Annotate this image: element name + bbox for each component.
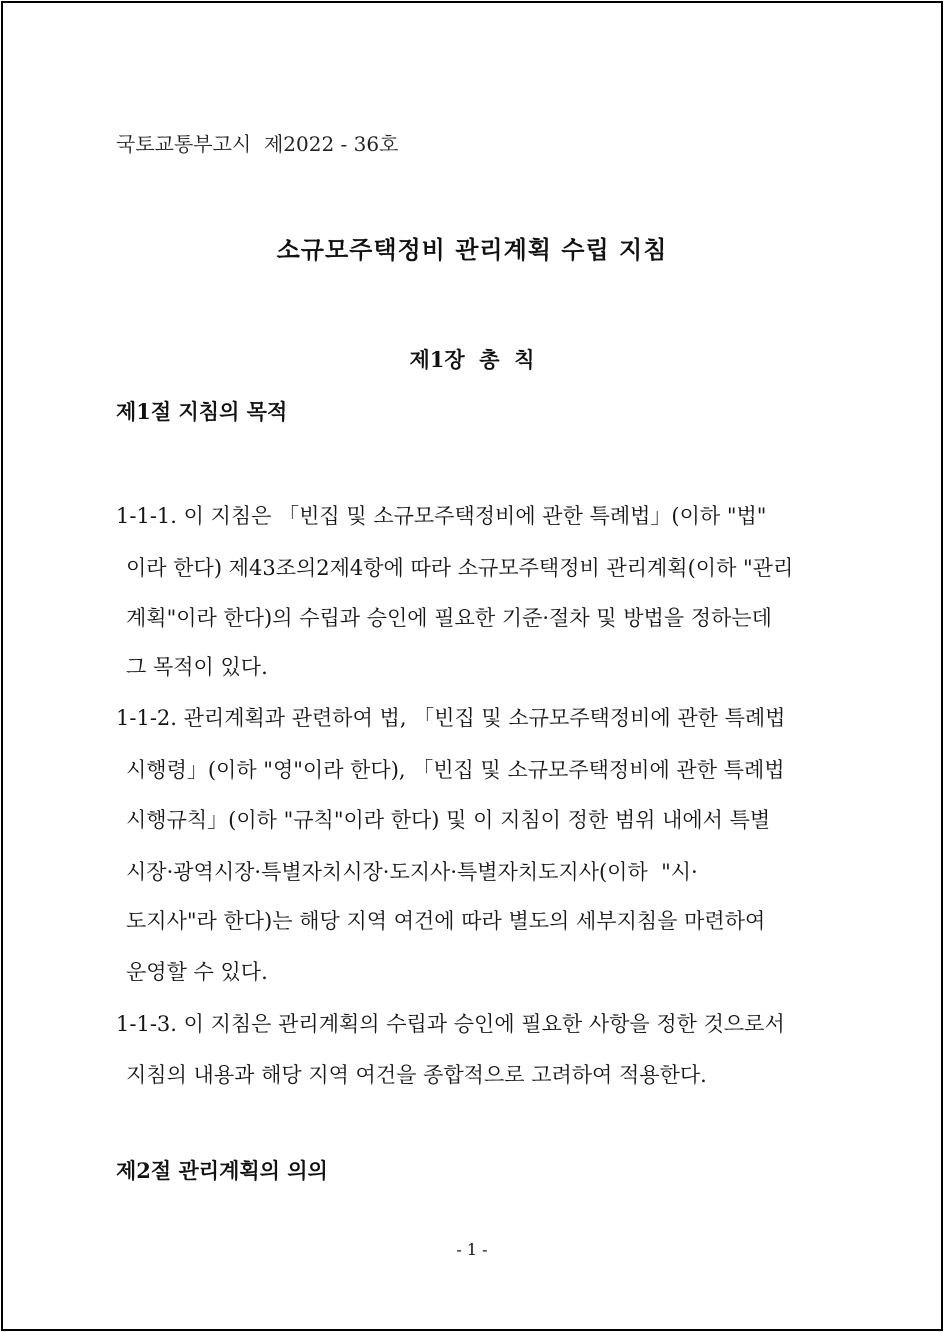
clause-line: 계획"이라 한다)의 수립과 승인에 필요한 기준·절차 및 방법을 정하는데 <box>126 606 772 630</box>
clause-line: 그 목적이 있다. <box>126 655 268 679</box>
clause-line: 운영할 수 있다. <box>126 960 268 984</box>
section-title: 제1절 지침의 목적 <box>116 399 288 424</box>
chapter-title: 제1장 총 칙 <box>409 347 535 372</box>
clause-line: 시행령」(이하 "영"이라 한다), 「빈집 및 소규모주택정비에 관한 특례법 <box>126 758 785 782</box>
clause-line: 시장·광역시장·특별자치시장·도지사·특별자치도지사(이하 "시· <box>126 860 698 884</box>
clause-line: 시행규칙」(이하 "규칙"이라 한다) 및 이 지침이 정한 범위 내에서 특별 <box>126 808 771 832</box>
clause-line: 1-1-1. 이 지침은 「빈집 및 소규모주택정비에 관한 특례법」(이하 "법" <box>116 504 767 528</box>
clause-line: 지침의 내용과 해당 지역 여건을 종합적으로 고려하여 적용한다. <box>126 1063 707 1087</box>
clause-line: 이라 한다) 제43조의2제4항에 따라 소규모주택정비 관리계획(이하 "관리 <box>126 556 794 580</box>
clause-line: 1-1-2. 관리계획과 관련하여 법, 「빈집 및 소규모주택정비에 관한 특례법 <box>116 706 786 730</box>
section-title: 제2절 관리계획의 의의 <box>116 1158 328 1183</box>
notice-number: 국토교통부고시 제2022 - 36호 <box>116 132 399 156</box>
clause-line: 1-1-3. 이 지침은 관리계획의 수립과 승인에 필요한 사항을 정한 것으로서 <box>116 1012 785 1036</box>
clause-line: 도지사"라 한다)는 해당 지역 여건에 따라 별도의 세부지침을 마련하여 <box>126 909 766 933</box>
document-title: 소규모주택정비 관리계획 수립 지침 <box>276 235 668 264</box>
page-number: - 1 - <box>456 1240 488 1259</box>
